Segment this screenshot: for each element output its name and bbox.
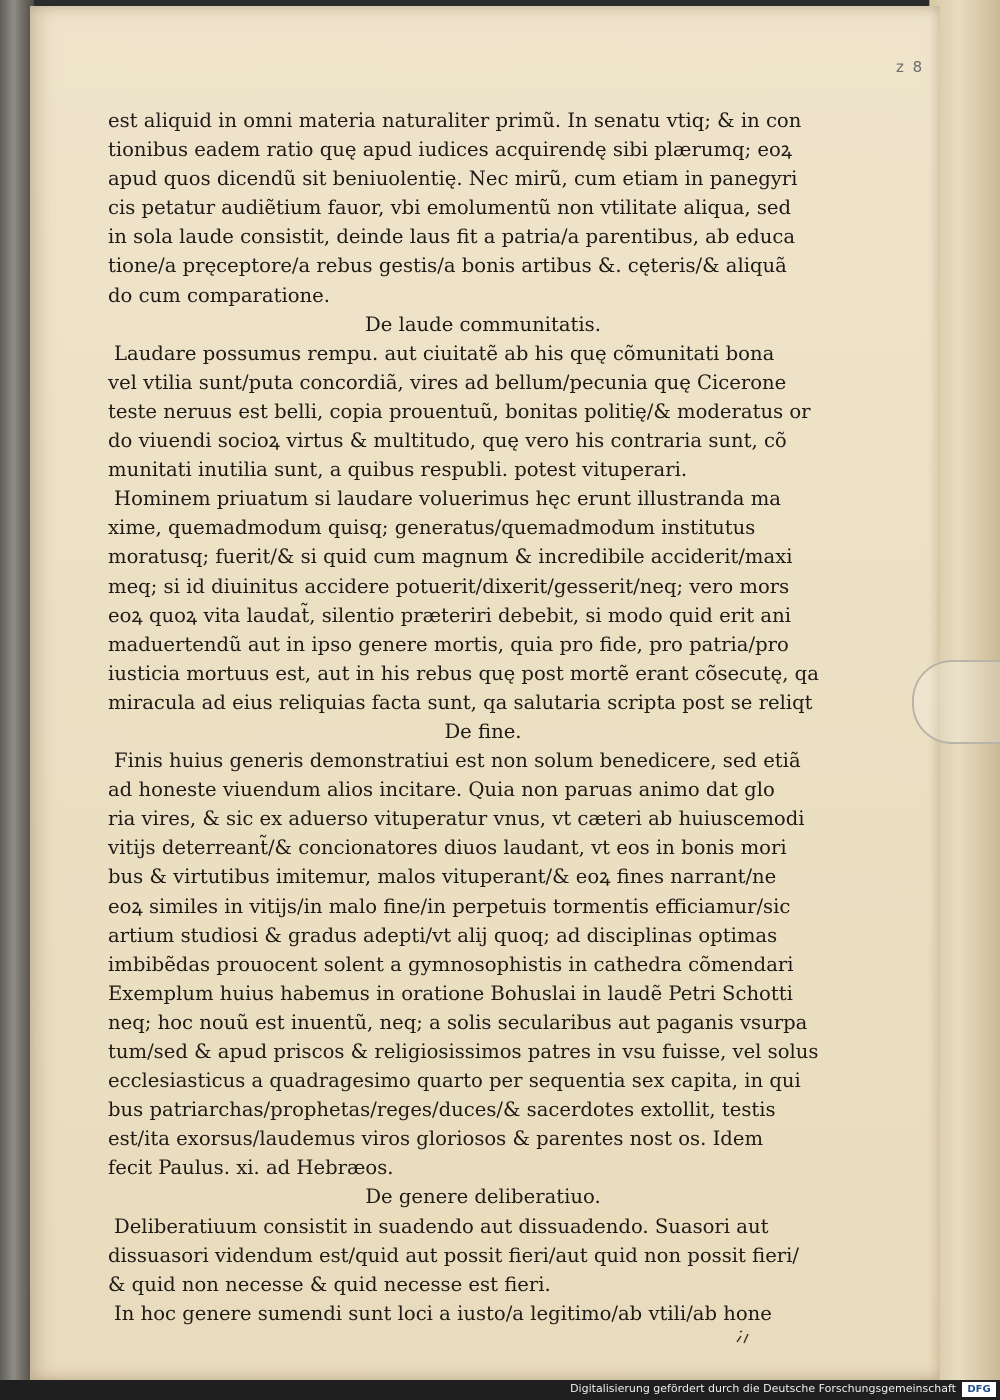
text-line: Exemplum huius habemus in oratione Bohuslai in laudẽ Petri Schotti [108, 981, 793, 1005]
text-line: do cum comparatione. [108, 283, 330, 307]
funding-credit: Digitalisierung gefördert durch die Deutsche Forschungsgemeinschaft [570, 1382, 956, 1395]
text-line: cis petatur audiẽtium fauor, vbi emolumentũ non vtilitate aliqua, sed [108, 196, 792, 220]
text-line: Hominem priuatum si laudare voluerimus hęc erunt illustranda ma [114, 487, 781, 511]
text-line: tionibus eadem ratio quę apud iudices acquirendę sibi plærumq; eoꝝ [108, 138, 793, 162]
text-line: ria vires, & sic ex aduerso vituperatur vnus, vt cæteri ab huiuscemodi [108, 807, 805, 831]
text-line: eoꝝ quoꝝ vita laudat̃, silentio præteriri debebit, si modo quid erit ani [108, 603, 791, 627]
text-line: Finis huius generis demonstratiui est non solum benedicere, sed etiã [114, 749, 801, 773]
text-line: apud quos dicendũ sit beniuolentię. Nec mirũ, cum etiam in panegyri [108, 167, 798, 191]
text-line: & quid non necesse & quid necesse est fieri. [108, 1272, 551, 1296]
text-line: munitati inutilia sunt, a quibus respubli. potest vituperari. [108, 458, 688, 482]
text-line: tum/sed & apud priscos & religiosissimos patres in vsu fuisse, vel solus [108, 1040, 819, 1063]
section-heading: De fine. [444, 719, 522, 743]
dfg-logo: DFG [962, 1382, 996, 1397]
text-line: In hoc genere sumendi sunt loci a iusto/a legitimo/ab vtili/ab hone [114, 1301, 772, 1325]
text-line: eoꝝ similes in vitijs/in malo fine/in perpetuis tormentis efficiamur/sic [108, 894, 791, 918]
text-line: imbibẽdas prouocent solent a gymnosophistis in cathedra cõmendari [108, 952, 794, 976]
text-line: meq; si id diuinitus accidere potuerit/dixerit/gesserit/neq; vero mors [108, 574, 790, 598]
page-text [108, 106, 858, 1328]
text-line: tione/a pręceptore/a rebus gestis/a bonis artibus &. cęteris/& aliquã [108, 254, 787, 278]
text-line: bus & virtutibus imitemur, malos vituperant/& eoꝝ fines narrant/ne [108, 865, 777, 889]
text-line: neq; hoc nouũ est inuentũ, neq; a solis secularibus aut paganis vsurpa [108, 1010, 808, 1034]
text-line: est/ita exorsus/laudemus viros gloriosos & parentes nost os. Idem [108, 1127, 764, 1151]
text-line: miracula ad eius reliquias facta sunt, qa salutaria scripta post se reliqt [108, 690, 813, 714]
section-heading: De laude communitatis. [365, 312, 601, 336]
text-line: est aliquid in omni materia naturaliter primũ. In senatu vtiq; & in con [108, 109, 802, 132]
text-line: fecit Paulus. xi. ad Hebræos. [108, 1156, 394, 1180]
ink-mark-icon [734, 1328, 752, 1346]
text-line: ad honeste viuendum alios incitare. Quia non paruas animo dat glo [108, 778, 775, 802]
text-line: Deliberatiuum consistit in suadendo aut dissuadendo. Suasori aut [114, 1214, 769, 1238]
text-line: xime, quemadmodum quisq; generatus/quemadmodum institutus [108, 516, 756, 540]
text-line: ecclesiasticus a quadragesimo quarto per sequentia sex capita, in qui [108, 1069, 801, 1093]
text-line: vel vtilia sunt/puta concordiã, vires ad bellum/pecunia quę Cicerone [108, 370, 787, 394]
text-line: do viuendi socioꝝ virtus & multitudo, quę vero his contraria sunt, cõ [108, 429, 787, 453]
text-line: vitijs deterreant̃/& concionatores diuos laudant, vt eos in bonis mori [108, 836, 787, 860]
manuscript-page [30, 6, 940, 1380]
text-line: moratusq; fuerit/& si quid cum magnum & incredibile acciderit/maxi [108, 545, 793, 569]
folio-number: z 8 [896, 58, 925, 76]
text-line: teste neruus est belli, copia prouentuũ, bonitas politię/& moderatus or [108, 399, 811, 423]
text-line: in sola laude consistit, deinde laus fit a patria/a parentibus, ab educa [108, 225, 796, 249]
text-line: bus patriarchas/prophetas/reges/duces/& sacerdotes extollit, testis [108, 1098, 776, 1122]
text-line: Laudare possumus rempu. aut ciuitatẽ ab his quę cõmunitati bona [114, 341, 775, 365]
book-spine [0, 0, 34, 1380]
page-tab-marker [912, 660, 1000, 744]
text-line: dissuasori videndum est/quid aut possit fieri/aut quid non possit fieri/ [108, 1243, 800, 1267]
text-line: artium studiosi & gradus adepti/vt alij quoq; ad disciplinas optimas [108, 923, 778, 947]
text-line: iusticia mortuus est, aut in his rebus quę post mortẽ erant cõsecutę, qa [108, 661, 819, 685]
text-line: maduertendũ aut in ipso genere mortis, quia pro fide, pro patria/pro [108, 632, 789, 656]
section-heading: De genere deliberatiuo. [365, 1185, 601, 1209]
footer-bar [0, 1380, 1000, 1400]
